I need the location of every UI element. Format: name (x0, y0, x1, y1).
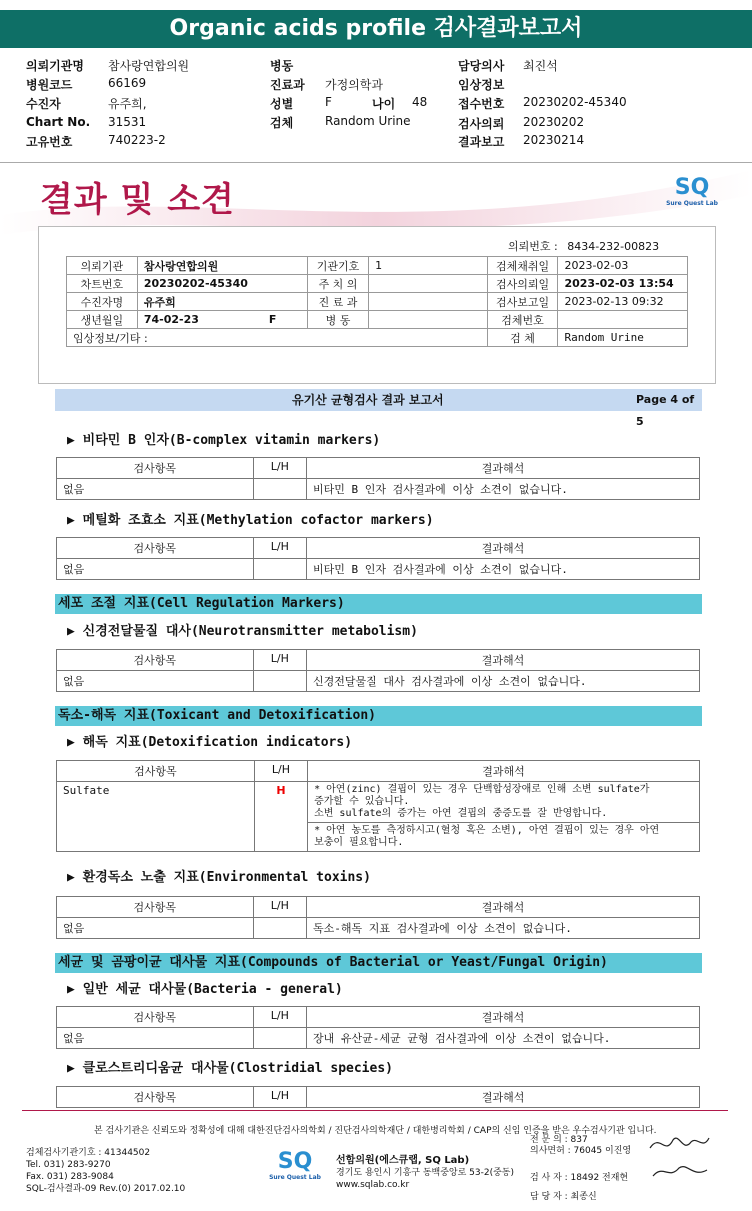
result-text: 독소-해독 지표 검사결과에 이상 소견이 없습니다. (306, 918, 699, 939)
result-title: 결과 및 소견 (40, 180, 235, 220)
info-cell: 검체채취일 (487, 257, 558, 275)
section-title: ▶ 해독 지표(Detoxification indicators) (67, 735, 353, 750)
result-header-cell: L/H (253, 650, 306, 671)
footer-divider (22, 1110, 728, 1111)
result-text: 비타민 B 인자 검사결과에 이상 소견이 없습니다. (306, 559, 699, 580)
section-title: ▶ 비타민 B 인자(B-complex vitamin markers) (67, 433, 381, 448)
result-header-cell: L/H (253, 897, 306, 918)
logo-subtext: Sure Quest Lab (666, 200, 718, 207)
clinical-label: 임상정보/기타 : (67, 329, 488, 347)
signature-image (645, 1128, 715, 1188)
result-header-cell: L/H (253, 538, 306, 559)
category-band: 세균 및 곰팡이균 대사물 지표(Compounds of Bacterial or Yeast/Fungal Origin) (55, 953, 702, 973)
result-header-cell: 결과해석 (306, 897, 699, 918)
col3-value: 20230214 (523, 133, 585, 147)
info-cell: 생년월일 (67, 311, 138, 329)
org-info (336, 1155, 514, 1191)
result-flag (253, 559, 306, 580)
result-text: 비타민 B 인자 검사결과에 이상 소견이 없습니다. (306, 479, 699, 500)
col1-value: 유주희, (108, 97, 147, 111)
result-row (57, 479, 700, 500)
col1-value: 740223-2 (108, 133, 166, 147)
specimen-label: 검 체 (487, 329, 558, 347)
result-header-row (57, 650, 700, 671)
sign-license: 의사면허 : 76045 이진영 (530, 1146, 632, 1156)
result-header-row (57, 897, 700, 918)
col1-value: 66169 (108, 76, 147, 90)
footer-left-line: 검체검사기관기호 : 41344502 (26, 1148, 151, 1158)
info-cell: 검체번호 (487, 311, 558, 329)
info-row (67, 311, 688, 329)
info-cell: 2023-02-03 13:54 (558, 275, 688, 293)
result-header-cell: 결과해석 (308, 761, 700, 782)
result-text (308, 823, 700, 852)
col1-value: 참사랑연합의원 (108, 59, 190, 73)
result-row (57, 559, 700, 580)
info-cell: 유주희 (137, 293, 307, 311)
col1-label: 병원코드 (26, 78, 73, 92)
result-table (56, 649, 700, 692)
report-band-title: 유기산 균형검사 결과 보고서 (292, 393, 444, 407)
col2-label: 진료과 (270, 78, 305, 92)
result-row (57, 918, 700, 939)
info-cell: 병 동 (307, 311, 368, 329)
result-header-cell: L/H (254, 761, 307, 782)
result-header-cell: L/H (253, 1087, 306, 1108)
result-flag (253, 479, 306, 500)
category-band: 독소-해독 지표(Toxicant and Detoxification) (55, 706, 702, 726)
header-divider (0, 162, 752, 163)
org-address: 경기도 용인시 기흥구 동백중앙로 53-2(중동) (336, 1168, 514, 1178)
section-title: ▶ 환경독소 노출 지표(Environmental toxins) (67, 870, 371, 885)
col3-label: 결과보고 (458, 135, 505, 149)
result-text-line: * 아연(zinc) 결핍이 있는 경우 단백합성장애로 인해 소변 sulfate가 (314, 784, 650, 795)
section-title: ▶ 일반 세균 대사물(Bacteria - general) (67, 982, 343, 997)
result-row (57, 671, 700, 692)
category-band: 세포 조절 지표(Cell Regulation Markers) (55, 594, 702, 614)
result-header-cell: 결과해석 (306, 1007, 699, 1028)
result-text-line: 소변 sulfate의 증가는 아연 결핍의 중증도를 잘 반영합니다. (314, 808, 608, 819)
result-header-cell: 검사항목 (57, 1007, 254, 1028)
col2-value: F (325, 95, 332, 109)
result-header-cell: L/H (253, 1007, 306, 1028)
info-cell: 검사보고일 (487, 293, 558, 311)
result-item: 없음 (57, 559, 254, 580)
age-value: 48 (412, 95, 428, 109)
col1-value: 31531 (108, 115, 147, 129)
info-cell: 20230202-45340 (137, 275, 307, 293)
age-label: 나이 (372, 97, 396, 111)
request-value: 8434-232-00823 (567, 240, 660, 253)
info-cell: 주 치 의 (307, 275, 368, 293)
report-title: Organic acids profile 검사결과보고서 (0, 10, 752, 48)
request-number (508, 238, 659, 254)
info-row (67, 257, 688, 275)
result-text-line: * 아연 농도를 측정하시고(혈청 혹은 소변), 아연 결핍이 있는 경우 아연 (314, 825, 660, 836)
result-text-line: 보충이 필요합니다. (314, 837, 404, 848)
col3-label: 접수번호 (458, 97, 505, 111)
result-flag (253, 918, 306, 939)
footer-left-line: Tel. 031) 283-9270 (26, 1160, 111, 1170)
sign-specialist: 전 문 의 : 837 (530, 1135, 588, 1145)
result-header-cell: 결과해석 (307, 1087, 700, 1108)
col3-value: 20230202 (523, 115, 585, 129)
result-flag (253, 1028, 306, 1049)
result-text (308, 782, 700, 823)
result-item: 없음 (57, 1028, 254, 1049)
result-table (56, 896, 700, 939)
col1-label: Chart No. (26, 115, 91, 129)
info-cell: 검사의뢰일 (487, 275, 558, 293)
result-table (56, 1086, 700, 1108)
info-cell: 기관기호 (307, 257, 368, 275)
result-header-row (57, 1007, 700, 1028)
section-title: ▶ 클로스트리디움균 대사물(Clostridial species) (67, 1061, 393, 1076)
result-text: 신경전달물질 대사 검사결과에 이상 소견이 없습니다. (306, 671, 699, 692)
result-header-cell: L/H (253, 458, 306, 479)
result-table (56, 1006, 700, 1049)
result-table (56, 537, 700, 580)
result-item: 없음 (57, 671, 254, 692)
col2-label: 성별 (270, 97, 294, 111)
org-name: 선함의원(에스큐랩, SQ Lab) (336, 1155, 470, 1166)
result-row (57, 1028, 700, 1049)
info-cell: 1 (369, 257, 487, 275)
result-flag: H (254, 782, 307, 852)
info-cell (369, 275, 487, 293)
result-header-cell: 검사항목 (57, 538, 254, 559)
result-item: 없음 (57, 479, 254, 500)
logo-text: SQ (674, 175, 710, 200)
info-cell: 74-02-23 F (137, 311, 307, 329)
result-header-cell: 검사항목 (57, 458, 254, 479)
result-item: Sulfate (57, 782, 255, 852)
result-table (56, 457, 700, 500)
result-header-row (57, 538, 700, 559)
col2-value: Random Urine (325, 114, 411, 128)
info-row (67, 275, 688, 293)
info-row-clinical (67, 329, 688, 347)
footer-logo (268, 1150, 322, 1181)
header-info (0, 0, 752, 160)
col3-value: 최진석 (523, 59, 558, 73)
result-header-cell: 검사항목 (57, 1087, 254, 1108)
result-header-cell: 검사항목 (57, 897, 254, 918)
request-label: 의뢰번호 : (508, 240, 558, 253)
page-indicator: Page 4 of 5 (636, 393, 695, 428)
result-header-cell: 검사항목 (57, 761, 255, 782)
result-header-row (57, 761, 700, 782)
info-cell: 참사랑연합의원 (137, 257, 307, 275)
footer-left (26, 1147, 185, 1195)
col3-label: 임상정보 (458, 78, 505, 92)
signatures (530, 1135, 631, 1203)
result-flag (253, 671, 306, 692)
footer-left-line: Fax. 031) 283-9084 (26, 1172, 114, 1182)
info-cell: 차트번호 (67, 275, 138, 293)
result-item: 없음 (57, 918, 254, 939)
info-cell: 2023-02-03 (558, 257, 688, 275)
result-header-cell: 결과해석 (306, 458, 699, 479)
sq-logo (662, 176, 722, 216)
col2-label: 검체 (270, 116, 294, 130)
info-cell: 2023-02-13 09:32 (558, 293, 688, 311)
section-title: ▶ 메틸화 조효소 지표(Methylation cofactor markers) (67, 513, 434, 528)
info-sex: F (268, 313, 277, 326)
result-header-cell: 결과해석 (306, 650, 699, 671)
footer-logo-text: SQ (277, 1149, 313, 1174)
org-website: www.sqlab.co.kr (336, 1180, 410, 1190)
info-row (67, 293, 688, 311)
result-row (57, 782, 700, 823)
result-header-cell: 결과해석 (306, 538, 699, 559)
sign-manager: 담 당 자 : 최종신 (530, 1192, 597, 1202)
report-band (55, 389, 702, 428)
info-cell (558, 311, 688, 329)
result-header-row (57, 458, 700, 479)
result-table (56, 760, 700, 852)
result-header-row (57, 1087, 700, 1108)
col3-label: 담당의사 (458, 59, 505, 73)
footer-logo-subtext: Sure Quest Lab (269, 1174, 321, 1181)
footer-left-line: SQL-검사결과-09 Rev.(0) 2017.02.10 (26, 1184, 186, 1194)
result-text-line: 증가할 수 있습니다. (314, 796, 410, 807)
col1-label: 의뢰기관명 (26, 59, 84, 73)
col2-value: 가정의학과 (325, 78, 383, 92)
col1-label: 수진자 (26, 97, 61, 111)
accreditation-note: 본 검사기관은 신뢰도와 정확성에 대해 대한진단검사의학회 / 진단검사의학재단 / 대한병리학회 / CAP의 신임 인증을 받은 우수검사기관 입니다. (94, 1126, 657, 1136)
info-cell (369, 311, 487, 329)
col3-label: 검사의뢰 (458, 117, 505, 131)
info-cell: 진 료 과 (307, 293, 368, 311)
sign-tester: 검 사 자 : 18492 전재현 (530, 1173, 629, 1183)
info-cell: 의뢰기관 (67, 257, 138, 275)
patient-info-table (66, 256, 688, 347)
col3-value: 20230202-45340 (523, 95, 627, 109)
info-cell (369, 293, 487, 311)
info-cell: 수진자명 (67, 293, 138, 311)
section-title: ▶ 신경전달물질 대사(Neurotransmitter metabolism) (67, 624, 418, 639)
result-text: 장내 유산균-세균 균형 검사결과에 이상 소견이 없습니다. (306, 1028, 699, 1049)
result-header-cell: 검사항목 (57, 650, 254, 671)
col1-label: 고유번호 (26, 135, 73, 149)
specimen-value: Random Urine (558, 329, 688, 347)
col2-label: 병동 (270, 59, 294, 73)
